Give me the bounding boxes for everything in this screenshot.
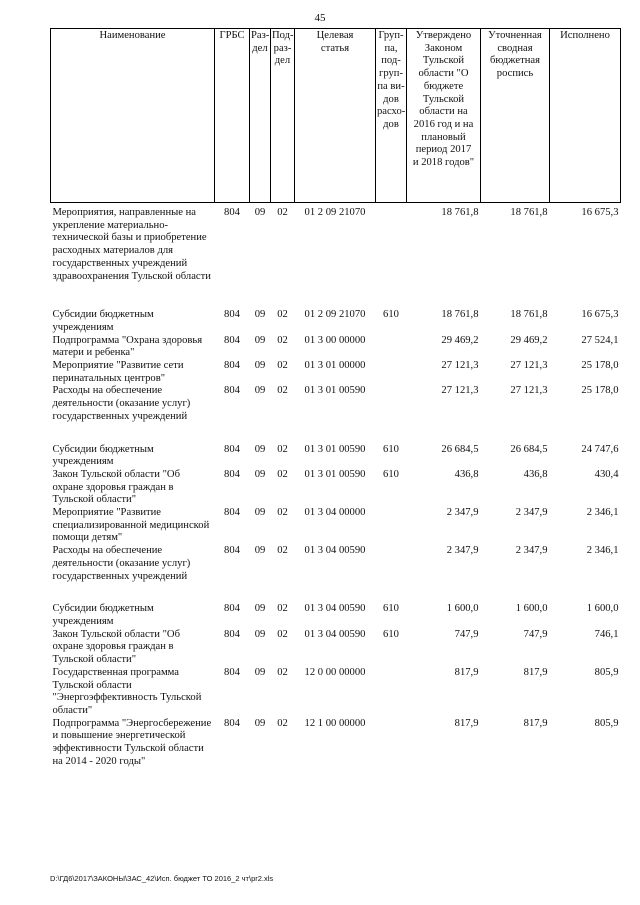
row-target-cell: 01 2 09 21070 <box>304 207 366 218</box>
row-approved-cell: 747,9 <box>454 628 479 640</box>
row-podrazdel-cell: 02 <box>277 309 288 321</box>
row-executed-cell: 27 524,1 <box>581 334 619 346</box>
row-refined-cell: 27 121,3 <box>510 360 548 372</box>
row-executed-cell: 430,4 <box>594 468 619 480</box>
row-group-cell <box>376 335 407 360</box>
row-executed-cell: 746,1 <box>594 628 619 640</box>
table-row <box>51 335 621 360</box>
row-group-cell: 610 <box>383 603 399 615</box>
table-row <box>51 545 621 583</box>
row-refined-cell: 2 347,9 <box>515 545 548 557</box>
row-grbs-cell: 804 <box>224 207 240 218</box>
row-target-cell: 01 3 04 00000 <box>304 507 366 519</box>
row-target-cell: 01 3 04 00590 <box>304 603 366 615</box>
row-executed-cell: 1 600,0 <box>586 603 619 615</box>
table-row <box>51 629 621 667</box>
row-grbs-cell: 804 <box>224 666 240 678</box>
row-group-cell: 610 <box>383 443 399 455</box>
row-name-cell: Подпрограмма "Энергосбережение и повышение энергетической эффективности Тульской области на 2014 - 2020 годы" <box>52 717 212 767</box>
row-group-cell <box>376 718 407 769</box>
row-spacer <box>51 283 621 309</box>
header-grbs: ГРБС <box>215 29 250 203</box>
row-grbs-cell: 804 <box>224 443 240 455</box>
row-podrazdel-cell: 02 <box>277 443 288 455</box>
row-razdel-cell: 09 <box>254 603 266 615</box>
row-razdel-cell: 09 <box>254 545 266 557</box>
row-approved-cell: 2 347,9 <box>446 545 479 557</box>
row-target-cell: 01 3 00 00000 <box>304 334 366 346</box>
row-executed-cell: 25 178,0 <box>581 360 619 372</box>
row-podrazdel-cell: 02 <box>277 334 288 346</box>
row-target-cell: 12 1 00 00000 <box>304 717 366 729</box>
row-refined-cell: 18 761,8 <box>510 309 548 321</box>
row-grbs-cell: 804 <box>224 468 240 480</box>
row-target-cell: 01 3 01 00000 <box>304 360 366 372</box>
table-row <box>51 469 621 507</box>
row-target-cell: 12 0 00 00000 <box>304 666 366 678</box>
row-name-cell: Закон Тульской области "Об охране здоровья граждан в Тульской области" <box>52 628 180 666</box>
row-executed-cell: 2 346,1 <box>586 545 619 557</box>
row-executed-cell: 2 346,1 <box>586 507 619 519</box>
row-name-cell: Мероприятия, направленные на укрепление материально-технической базы и приобретение расходных материалов для государственных учреждений здравоохранения Тульской области <box>52 207 211 282</box>
row-razdel-cell: 09 <box>254 385 266 397</box>
row-razdel-cell: 09 <box>254 717 266 729</box>
row-grbs-cell: 804 <box>224 334 240 346</box>
row-name-cell: Расходы на обеспечение деятельности (оказание услуг) государственных учреждений <box>52 545 191 582</box>
table-row <box>51 718 621 769</box>
row-razdel-cell: 09 <box>254 443 266 455</box>
row-razdel-cell: 09 <box>254 360 266 372</box>
row-refined-cell: 817,9 <box>523 717 548 729</box>
row-refined-cell: 817,9 <box>523 666 548 678</box>
row-approved-cell: 27 121,3 <box>441 385 479 397</box>
row-grbs-cell: 804 <box>224 385 240 397</box>
row-refined-cell: 27 121,3 <box>510 385 548 397</box>
header-refined: Уточненная сводная бюджетная роспись <box>481 29 550 203</box>
row-grbs-cell: 804 <box>224 545 240 557</box>
header-razdel: Раз- дел <box>250 29 271 203</box>
table-row <box>51 360 621 385</box>
row-group-cell: 610 <box>383 309 399 321</box>
row-razdel-cell: 09 <box>254 207 266 218</box>
row-name-cell: Закон Тульской области "Об охране здоровья граждан в Тульской области" <box>52 468 180 506</box>
header-approved: Утверждено Законом Тульской области "О бюджете Тульской области на 2016 год и на плановый период 2017 и 2018 годов" <box>407 29 481 203</box>
header-executed: Исполнено <box>550 29 621 203</box>
row-podrazdel-cell: 02 <box>277 385 288 397</box>
row-podrazdel-cell: 02 <box>277 628 288 640</box>
row-approved-cell: 1 600,0 <box>446 603 479 615</box>
file-path-footer: D:\ГД6\2017\ЗАКОНЫ\ЗАС_42\Исп. бюджет ТО 2016_2 чт\pr2.xls <box>50 874 274 883</box>
row-grbs-cell: 804 <box>224 628 240 640</box>
row-group-cell <box>376 203 407 284</box>
table-row <box>51 603 621 628</box>
row-podrazdel-cell: 02 <box>277 207 288 218</box>
row-approved-cell: 26 684,5 <box>441 443 479 455</box>
row-podrazdel-cell: 02 <box>277 603 288 615</box>
row-group-cell <box>376 507 407 545</box>
row-target-cell: 01 2 09 21070 <box>304 309 366 321</box>
table-row <box>51 309 621 334</box>
header-name: Наименование <box>51 29 215 203</box>
row-target-cell: 01 3 04 00590 <box>304 628 366 640</box>
row-target-cell: 01 3 01 00590 <box>304 443 366 455</box>
row-approved-cell: 27 121,3 <box>441 360 479 372</box>
row-grbs-cell: 804 <box>224 603 240 615</box>
row-group-cell <box>376 667 407 718</box>
row-razdel-cell: 09 <box>254 468 266 480</box>
row-grbs-cell: 804 <box>224 309 240 321</box>
row-razdel-cell: 09 <box>254 666 266 678</box>
row-group-cell <box>376 545 407 583</box>
row-razdel-cell: 09 <box>254 628 266 640</box>
table-row <box>51 507 621 545</box>
row-approved-cell: 2 347,9 <box>446 507 479 519</box>
row-executed-cell: 805,9 <box>594 666 619 678</box>
row-grbs-cell: 804 <box>224 507 240 519</box>
row-podrazdel-cell: 02 <box>277 507 288 519</box>
header-target-article: Целевая статья <box>295 29 376 203</box>
row-grbs-cell: 804 <box>224 360 240 372</box>
row-podrazdel-cell: 02 <box>277 468 288 480</box>
row-group-cell: 610 <box>383 468 399 480</box>
row-target-cell: 01 3 01 00590 <box>304 385 366 397</box>
row-refined-cell: 29 469,2 <box>510 334 548 346</box>
row-razdel-cell: 09 <box>254 309 266 321</box>
row-name-cell: Подпрограмма "Охрана здоровья матери и ребенка" <box>52 334 203 359</box>
header-podrazdel: Под- раз- дел <box>271 29 295 203</box>
row-target-cell: 01 3 01 00590 <box>304 468 366 480</box>
row-executed-cell: 24 747,6 <box>581 443 619 455</box>
row-executed-cell: 16 675,3 <box>581 207 619 218</box>
table-row <box>51 444 621 469</box>
row-grbs-cell: 804 <box>224 717 240 729</box>
row-name-cell: Субсидии бюджетным учреждениям <box>52 309 154 333</box>
row-podrazdel-cell: 02 <box>277 360 288 372</box>
row-name-cell: Субсидии бюджетным учреждениям <box>52 443 154 468</box>
row-approved-cell: 436,8 <box>454 468 479 480</box>
row-approved-cell: 18 761,8 <box>441 309 479 321</box>
table-header-row <box>51 29 621 203</box>
row-group-cell: 610 <box>383 628 399 640</box>
row-razdel-cell: 09 <box>254 334 266 346</box>
row-podrazdel-cell: 02 <box>277 545 288 557</box>
header-expense-group: Груп- па, под- груп- па ви- дов расхо- дов <box>376 29 407 203</box>
row-razdel-cell: 09 <box>254 507 266 519</box>
table-row <box>51 385 621 423</box>
row-spacer <box>51 424 621 444</box>
row-approved-cell: 817,9 <box>454 717 479 729</box>
table-row <box>51 203 621 284</box>
row-podrazdel-cell: 02 <box>277 717 288 729</box>
row-podrazdel-cell: 02 <box>277 666 288 678</box>
row-spacer <box>51 583 621 603</box>
row-name-cell: Мероприятие "Развитие сети перинатальных центров" <box>52 360 184 384</box>
row-refined-cell: 26 684,5 <box>510 443 548 455</box>
row-name-cell: Субсидии бюджетным учреждениям <box>52 603 154 627</box>
row-refined-cell: 747,9 <box>523 628 548 640</box>
row-name-cell: Мероприятие "Развитие специализированной медицинской помощи детям" <box>52 507 210 544</box>
row-executed-cell: 805,9 <box>594 717 619 729</box>
row-name-cell: Расходы на обеспечение деятельности (оказание услуг) государственных учреждений <box>52 385 191 422</box>
budget-table <box>50 28 621 768</box>
row-refined-cell: 18 761,8 <box>510 207 548 218</box>
row-group-cell <box>376 360 407 385</box>
row-target-cell: 01 3 04 00590 <box>304 545 366 557</box>
row-executed-cell: 16 675,3 <box>581 309 619 321</box>
row-group-cell <box>376 385 407 423</box>
row-refined-cell: 436,8 <box>523 468 548 480</box>
row-refined-cell: 2 347,9 <box>515 507 548 519</box>
page-number: 45 <box>314 12 326 24</box>
row-approved-cell: 817,9 <box>454 666 479 678</box>
row-approved-cell: 29 469,2 <box>441 334 479 346</box>
row-refined-cell: 1 600,0 <box>515 603 548 615</box>
row-executed-cell: 25 178,0 <box>581 385 619 397</box>
table-row <box>51 667 621 718</box>
row-name-cell: Государственная программа Тульской области "Энергоэффективность Тульской области" <box>52 666 202 716</box>
row-approved-cell: 18 761,8 <box>441 207 479 218</box>
